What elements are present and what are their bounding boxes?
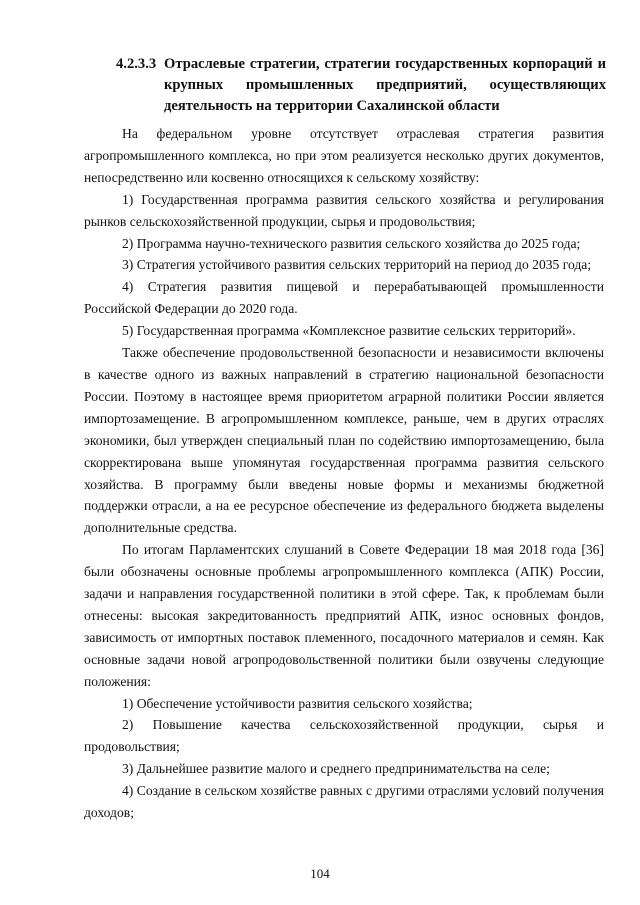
page-number: 104 xyxy=(310,866,330,881)
list-item: 4) Создание в сельском хозяйстве равных с другими отраслями условий получения доходов; xyxy=(84,783,604,821)
list-item: 1) Государственная программа развития сельского хозяйства и регулирования рынков сельскохозяйственной продукции, сырья и продовольствия; xyxy=(84,191,604,229)
list-item: 3) Дальнейшее развитие малого и среднего предпринимательства на селе; xyxy=(122,761,550,777)
body-text xyxy=(84,123,604,824)
list-item: 2) Повышение качества сельскохозяйственной продукции, сырья и продовольствия; xyxy=(84,717,604,755)
list-item: 5) Государственная программа «Комплексное развитие сельских территорий». xyxy=(122,323,576,339)
section-number: 4.2.3.3 xyxy=(116,56,157,72)
list-item: 3) Стратегия устойчивого развития сельских территорий на период до 2035 года; xyxy=(122,257,592,273)
paragraph: По итогам Парламентских слушаний в Совете Федерации 18 мая 2018 года [36] были обозначены основные проблемы агропромышленного комплекса (АПК) России, задачи и направления государственной политики в этой сфере. Так, к проблемам были отнесены: высокая закредитованность предприятий АПК, износ основных фондов, зависимость от импортных поставок племенного, посадочного материалов и семян. Как основные задачи новой агропродовольственной политики были озвучены следующие положения: xyxy=(84,542,604,689)
section-heading xyxy=(116,54,606,117)
list-item: 1) Обеспечение устойчивости развития сельского хозяйства; xyxy=(122,695,473,711)
list-item: 4) Стратегия развития пищевой и перерабатывающей промышленности Российской Федерации до 2020 года. xyxy=(84,279,604,317)
paragraph: На федеральном уровне отсутствует отраслевая стратегия развития агропромышленного комплекса, но при этом реализуется несколько других документов, непосредственно или косвенно относящихся к сельскому хозяйству: xyxy=(84,126,604,185)
list-item: 2) Программа научно-технического развития сельского хозяйства до 2025 года; xyxy=(122,235,581,251)
paragraph: Также обеспечение продовольственной безопасности и независимости включены в качестве одного из важных направлений в стратегию национальной безопасности России. Поэтому в настоящее время приоритетом аграрной политики России является импортозамещение. В агропромышленном комплексе, раньше, чем в других отраслях экономики, был утвержден специальный план по содействию импортозамещению, была скорректирована выше упомянутая государственная программа развития сельского хозяйства. В программу были введены новые формы и механизмы бюджетной поддержки отрасли, а на ее ресурсное обеспечение из федерального бюджета выделены дополнительные средства. xyxy=(84,345,604,536)
section-title: Отраслевые стратегии, стратегии государственных корпораций и крупных промышленных предприятий, осуществляющих деятельность на территории Сахалинской области xyxy=(164,56,606,114)
